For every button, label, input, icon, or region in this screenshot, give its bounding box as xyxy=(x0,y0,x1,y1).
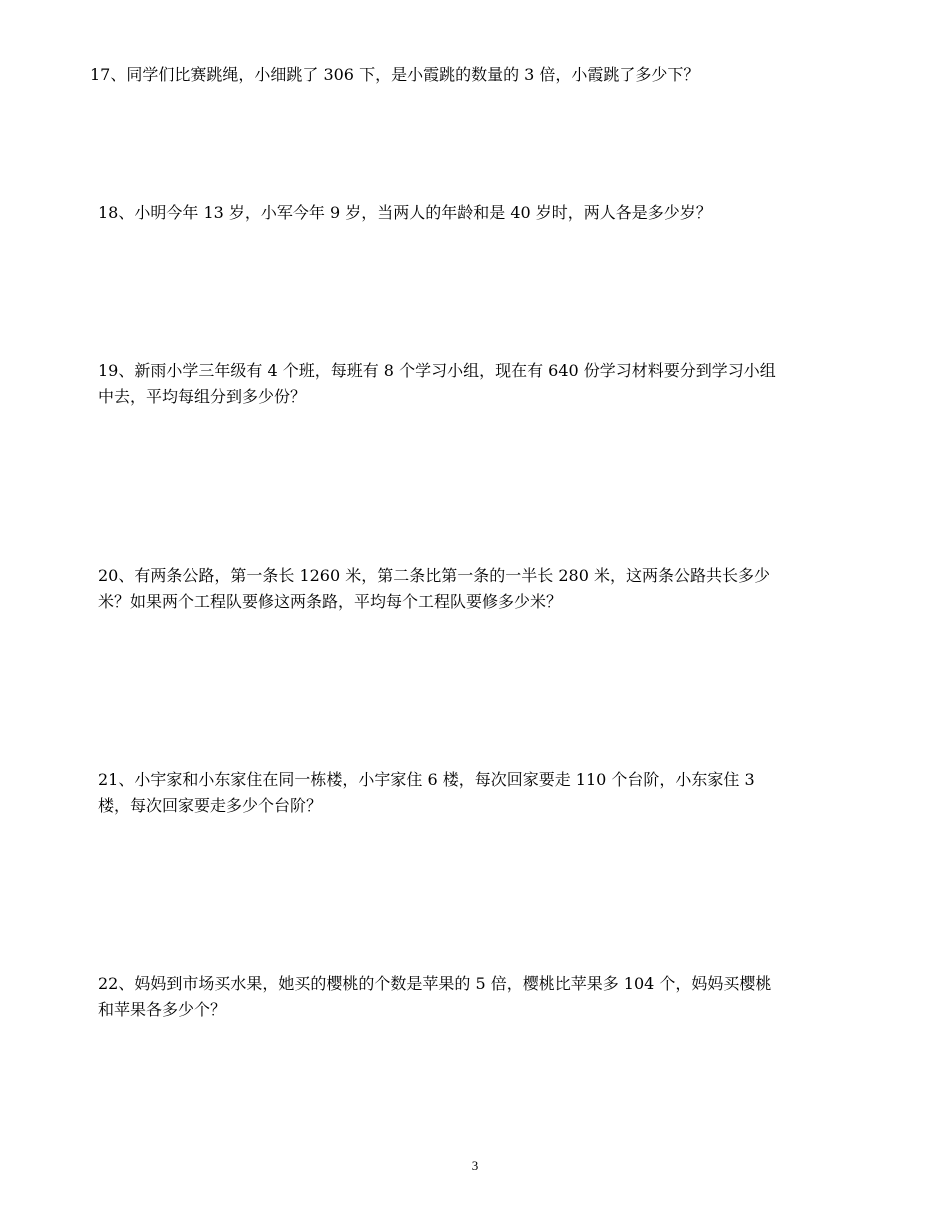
question-21-text-line-1: 21、小宇家和小东家住在同一栋楼，小宇家住 6 楼，每次回家要走 110 个台阶，小东家住 3 xyxy=(98,770,755,789)
question-20-text-line-1: 20、有两条公路，第一条长 1260 米，第二条比第一条的一半长 280 米，这两条公路共长多少 xyxy=(98,566,770,585)
question-19-text-line-2: 中去，平均每组分到多少份？ xyxy=(98,387,307,406)
question-22-text-line-1: 22、妈妈到市场买水果，她买的樱桃的个数是苹果的 5 倍，樱桃比苹果多 104 个，妈妈买樱桃 xyxy=(98,974,772,993)
question-21-text-line-2: 楼，每次回家要走多少个台阶？ xyxy=(98,796,323,815)
question-22-text-line-2: 和苹果各多少个？ xyxy=(98,1000,227,1019)
question-19-text-line-1: 19、新雨小学三年级有 4 个班，每班有 8 个学习小组，现在有 640 份学习材料要分到学习小组 xyxy=(98,361,776,380)
question-17-text: 17、同学们比赛跳绳，小细跳了 306 下，是小霞跳的数量的 3 倍，小霞跳了多少下？ xyxy=(90,65,700,84)
question-18-text: 18、小明今年 13 岁，小军今年 9 岁，当两人的年龄和是 40 岁时，两人各是多少岁？ xyxy=(98,203,712,222)
page-number: 3 xyxy=(471,1158,479,1173)
question-20-text-line-2: 米？如果两个工程队要修这两条路，平均每个工程队要修多少米？ xyxy=(98,592,563,611)
